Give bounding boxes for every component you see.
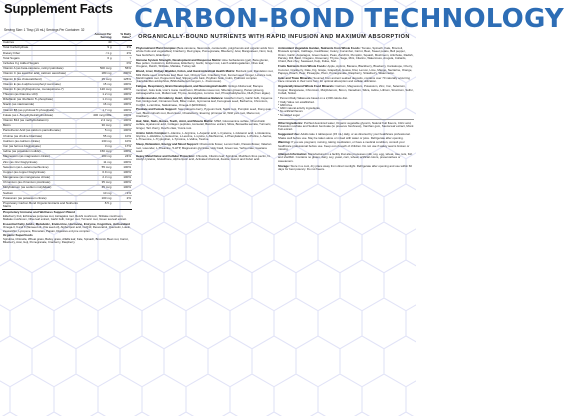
nutrient-name: Zinc (as zinc bisglycinate) xyxy=(2,160,88,165)
nutrient-dv: 100% xyxy=(112,160,132,165)
col-b-details xyxy=(278,122,414,172)
section-text: Calcium, Magnesium, Potassium, Zinc, Iron, Selenium, Copper, Manganese, Chromium, Molybdenum, Boron, Vanadium, Silica, Iodine, Lithium, Strontium, Sulfur, Cobalt, Nickel. xyxy=(278,84,414,95)
nutrient-amount: 100 mg xyxy=(88,196,113,201)
nutrient-amount: 6 g xyxy=(88,56,113,61)
nutrient-name: Vitamin A (as beta-carotene, retinyl palmitate) xyxy=(2,66,88,71)
nutrient-dv: 100% xyxy=(112,180,132,185)
ingredient-section xyxy=(136,70,274,83)
blend-text: Spirulina, Chlorella, Wheat grass, Barley grass, Alfalfa leaf, Kale, Spinach, Broccoli, Beet root, Carrot, Blueberry, Acai, Goji, Pomegranate, Cranberry, Raspberry. xyxy=(3,236,129,245)
nutrient-amount: 35 mcg xyxy=(88,180,113,185)
ingredient-section xyxy=(278,65,414,75)
nutrient-name: Niacin (as niacinamide) xyxy=(2,103,88,108)
nutrient-dv: 200% xyxy=(112,71,132,76)
nutrient-dv: 100% xyxy=(112,129,132,134)
nutrient-amount: <1 g xyxy=(88,51,113,56)
nutrient-dv: 56% xyxy=(112,66,132,71)
nutrient-name: Choline (as choline bitartrate) xyxy=(2,134,88,139)
section-text: Hawthorn berry, Garlic bulb, Cayenne fruit, Ginkgo leaf, Cinnamon bark, Bitter melon, Gymnema leaf, Fenugreek seed, Berberine, Chromium, CoQ10, L-carnitine, Nattokinase, Omega-3 (EPA/DHA). xyxy=(136,95,273,107)
section-heading: Suggested Use: xyxy=(278,132,300,137)
nutrient-dv: 100% xyxy=(112,123,132,128)
nutrient-dv: 100% xyxy=(112,186,132,191)
ingredient-section xyxy=(136,59,274,69)
section-text: Purified deionized water, Organic vegetable glycerin, Natural fruit flavors, Citric acid, Potassium sorbate and Sodium benzoate (to preserve freshness), Xanthan gum, Stevia leaf extract, Monk fruit extract. xyxy=(278,120,414,132)
nutrient-dv: † xyxy=(112,201,132,210)
section-text: Burdock root, Dandelion root, Milk thistle seed, Artichoke leaf, Beet root, Chicory root, Cranberry fruit, Fennel seed, Ginger, Licorice root, Marshmallow root, Peppermint leaf, Slippery elm bark, Psyllium husk, Inulin, Probiotic complex (Lactobacillus acidophilus, Bifidobacterium longum, L. rhamnosus). xyxy=(136,69,274,84)
nutrient-name: Folate (as L-5-methyltetrahydrofolate) xyxy=(2,113,88,118)
nutrient-name: Chromium (as chromium picolinate) xyxy=(2,180,88,185)
section-heading: Sleep, Relaxation, Energy and Mood Support: xyxy=(136,142,199,147)
nutrient-name: Pantothenic Acid (as calcium pantothenate) xyxy=(2,129,88,134)
nutrient-amount: 500 mcg xyxy=(88,66,113,71)
section-heading: Prostate and Female Support: xyxy=(136,107,178,112)
nutrient-dv: 10% xyxy=(112,139,132,144)
ingredient-section xyxy=(278,153,414,163)
section-text: Store in a cool, dry place away from direct sunlight. Refrigerate after opening and use within 60 days for best potency. Do not freeze. xyxy=(278,163,413,172)
nutrient-dv: 24% xyxy=(112,154,132,159)
section-text: Aloe barbadensis (gel), Beta glucan, Bee pollen, Colostrum, Echinacea, Elderberry, Garlic, Ginger root, Larch arabinogalactan, Olive leaf, Oregano, Reishi, Shiitake, Maitake, Turkey tail. xyxy=(136,57,269,69)
nutrient-dv: 2% xyxy=(112,196,132,201)
section-text: Chamomile flower, Lemon balm, Passionflower, Valerian root, Lavender, L-Theanine, 5-HTP, Magnesium glycinate, Holy basil, Green tea, Yerba mate, Guarana seed. xyxy=(136,142,272,154)
nutrient-name: Vitamin B6 (as pyridoxal 5'-phosphate) xyxy=(2,108,88,113)
section-heading: Phytonutrient Plant Complex xyxy=(136,46,176,50)
nutrient-dv: † xyxy=(112,56,132,61)
nutrient-name: Sodium xyxy=(2,191,88,196)
nutrient-dv: 0% xyxy=(112,61,132,66)
brand-header xyxy=(134,4,564,40)
facts-blocks xyxy=(2,211,132,244)
section-heading: Antioxidant Vegetable Garden, Nutrients from Whole Foods: xyxy=(278,46,361,50)
ingredient-section xyxy=(278,77,414,84)
feature-bullet: * GMO-free xyxy=(278,102,293,107)
nutrient-name: Vitamin B12 (as methylcobalamin) xyxy=(2,118,88,123)
blend-text: Elderberry fruit, Echinacea purpurea root, Astragalus root, Reishi mushroom, Shiitake mushroom, Maitake mushroom, Olive leaf extract, Garlic bulb, Ginger root, Turmeric root, Green tea leaf extract. xyxy=(3,214,127,222)
nutrient-name: Riboflavin (as riboflavin 5'-phosphate) xyxy=(2,97,88,102)
ingredients-column-left xyxy=(136,47,274,414)
nutrient-amount: 0.9 mg xyxy=(88,170,113,175)
nutrient-dv: 100% xyxy=(112,165,132,170)
facts-rows xyxy=(2,40,132,209)
nutrient-dv: 3% xyxy=(112,46,132,51)
nutrient-name: Potassium (as potassium citrate) xyxy=(2,196,88,201)
nutrient-dv: 17% xyxy=(112,144,132,149)
ingredient-section xyxy=(278,85,414,95)
nutrient-amount: 10 mg xyxy=(88,191,113,196)
section-text: Saw palmetto berry, Pygeum bark, Nettle root, Pumpkin seed, Dong quai root, Black cohosh root, Red clover, Chasteberry, Evening primrose oil, Wild yam root, Maca root, Cranberry. xyxy=(136,107,271,119)
nutrient-name: Iodine (as potassium iodide) xyxy=(2,149,88,154)
nutrient-amount: 15 mg xyxy=(88,82,113,87)
nutrient-amount: 55 mcg xyxy=(88,165,113,170)
nutrient-dv: 100% xyxy=(112,92,132,97)
section-text: L-Alanine, L-Arginine, L-Aspartic acid, L-Cysteine, L-Glutamic acid, L-Glutamine, Glycine, L-Histidine, L-Isoleucine, L-Leucine, L-Lysine, L-Methionine, L-Phenylalanine, L-Proline, L-Serine, L-Threonine, L-Tryptophan, L-Tyrosine, L-Valine, Taurine. xyxy=(136,130,272,142)
ingredient-section xyxy=(136,85,274,95)
nutrient-name: Total Sugars xyxy=(2,56,88,61)
ingredient-section xyxy=(278,122,414,132)
nutrient-amount: 25 mcg xyxy=(88,77,113,82)
nutrient-amount: 130 mg xyxy=(88,139,113,144)
section-text: Adults take 1 tablespoon (15 mL) daily, or as directed by your healthcare professional. Shake well before use. May be taken alone or mixed with water or juice. Refrigerate after opening. xyxy=(278,132,411,140)
blend-heading: Proprietary Immune and Wellness Support Blend xyxy=(3,210,75,215)
blend-text: Omega-3, 6 and 9 (flaxseed oil, chia seed oil), Alpha lipoic acid, CoQ10, Resveratrol, Quercetin, Lutein, Zeaxanthin, Lycopene, Bromelain, Papain, Digestive enzyme complex. xyxy=(3,225,131,233)
section-text: If you are pregnant, nursing, taking medication, or have a medical condition, consult your healthcare professional before use. Keep out of reach of children. Do not use if safety seal is broken or missing. xyxy=(278,140,410,152)
ingredient-section xyxy=(278,133,414,140)
nutrient-amount: 5 mg xyxy=(88,129,113,134)
ingredient-section xyxy=(278,141,414,151)
nutrient-amount: 30 mcg xyxy=(88,123,113,128)
blend-heading: Organic Superfoods xyxy=(3,233,33,238)
brand-subtitle: ORGANICALLY-BOUND NUTRIENTS WITH RAPID INFUSION AND MAXIMUM ABSORPTION xyxy=(138,34,410,40)
nutrient-amount: 400 mcg DFE xyxy=(88,113,113,118)
section-text: Sourced from ancient seabed deposits, contains over 70 naturally occurring trace minerals in their ionic form for optimal absorption and cellular utilization. xyxy=(278,75,410,84)
section-text: Ginkgo biloba leaf, Bacopa monnieri, Gotu kola, Lion's mane mushroom, Rhodiola rosea root, Siberian ginseng, Panax ginseng, Ashwagandha root, Mullein leaf, Thyme, Eucalyptus, Licorice root, Phosphatidylserine, DHA (from algae). xyxy=(136,84,271,95)
nutrient-amount: 40 xyxy=(88,40,113,45)
nutrient-amount: 180 mg xyxy=(88,71,113,76)
ingredient-section xyxy=(136,120,274,130)
blend-heading: Essential Fatty Acids, Metabolic, Endocrine, Hormone, Enzyme, Cognitive, Antioxidant xyxy=(3,221,130,226)
nutrient-amount: 100 mg xyxy=(88,154,113,159)
nutrient-dv: 100% xyxy=(112,118,132,123)
nutrient-dv: 100% xyxy=(112,108,132,113)
ingredient-section xyxy=(136,143,274,153)
nutrient-dv: 125% xyxy=(112,77,132,82)
nutrient-name: Vitamin K (as phylloquinone, menaquinone-7) xyxy=(2,87,88,92)
section-text: Tomato, Spinach, Kale, Broccoli, Brussels sprouts, Cabbage, Cauliflower, Celery, Cucumber, Carrot, Beet, Sweet potato, Bell pepper, Onion, Garlic, Asparagus, Green beans, Peas, Zucchini, Pumpkin, Squash, Mushroom, Artichoke, Radish, Parsley, Dill, Basil, Oregano, Rosemary, Thyme, Sage, Mint, Cilantro, Watercress, Arugula, Collards, Chard, Bok choy, Seaweed, Kelp, Dulse, Nori. xyxy=(278,46,414,64)
section-heading: Warning: xyxy=(278,140,291,145)
nutrient-name: Calcium (as calcium citrate) xyxy=(2,139,88,144)
nutrient-amount: 3 mg xyxy=(88,144,113,149)
section-text: Chlorella, Cilantro leaf, Spirulina, Modified citrus pectin, N-Acetyl cysteine, Glutathione, Alpha lipoic acid, Activated charcoal, Zeolite, Humic and Fulvic acid. xyxy=(136,153,271,162)
nutrient-name: Iron (as ferrous bisglycinate) xyxy=(2,144,88,149)
section-heading: Hair, Skin, Nails, Bones, Teeth, Joint, and Muscle Matrix: xyxy=(136,119,214,124)
nutrient-dv: <1% xyxy=(112,191,132,196)
nutrient-amount: 11 mg xyxy=(88,160,113,165)
section-heading: Storage: xyxy=(278,163,290,168)
nutrient-amount: 45 mcg xyxy=(88,186,113,191)
col-b-sections xyxy=(278,47,414,95)
ingredient-section xyxy=(136,47,274,57)
ingredient-section xyxy=(136,97,274,107)
nutrient-name: Biotin xyxy=(2,123,88,128)
nutrient-dv: 100% xyxy=(112,87,132,92)
section-heading: Other Ingredients: xyxy=(278,120,304,125)
supplement-facts-panel xyxy=(2,26,132,414)
nutrient-dv: 100% xyxy=(112,103,132,108)
section-heading: Ionic and Trace Minerals: xyxy=(278,75,313,80)
feature-bullet: * No added sugar xyxy=(278,112,300,117)
nutrient-amount: 1.2 mg xyxy=(88,92,113,97)
feature-bullet: * No artificial flavors xyxy=(278,109,303,114)
brand-title: CARBON-BOND TECHNOLOGY xyxy=(134,4,564,34)
feature-bullet: * Percent Daily Values are based on a 2,000 calorie diet. xyxy=(278,96,348,101)
nutrient-amount: 9 g xyxy=(88,46,113,51)
section-text: (Beta carotene, flavonoids, carotenoids, polyphenols and organic acids from whole fruits and vegetables) Cranberry, Red grape, Pomegranate, Blueberry, Acai, Mangosteen, Noni, Goji, Sea buckthorn, Elderberry. xyxy=(136,46,274,57)
nutrient-name: Selenium (as L-selenomethionine) xyxy=(2,165,88,170)
nutrient-name: Vitamin E (as d-alpha tocopheryl succinate) xyxy=(2,82,88,87)
facts-table xyxy=(2,33,132,210)
nutrient-dv: 100% xyxy=(112,97,132,102)
ingredient-section xyxy=(278,165,414,172)
nutrient-amount: 2.3 mg xyxy=(88,175,113,180)
nutrient-name: Vitamin D (as cholecalciferol) xyxy=(2,77,88,82)
ingredients-column-right xyxy=(278,47,414,414)
nutrient-name: Magnesium (as magnesium citrate) xyxy=(2,154,88,159)
section-heading: Fatigue, Respiratory, Brain Development, and Neurological Health: xyxy=(136,84,228,89)
nutrient-dv: 100% xyxy=(112,170,132,175)
ingredient-section xyxy=(136,108,274,118)
facts-col-dv: % Daily Value* xyxy=(112,33,132,40)
section-heading: Heavy Metal Detox and Cellular Protection: xyxy=(136,153,195,158)
nutrient-name: Manganese (as manganese citrate) xyxy=(2,175,88,180)
nutrient-amount: 8.5 g xyxy=(88,201,113,210)
nutrient-dv: 100% xyxy=(112,113,132,118)
section-heading: Fruits Nutrients from Whole Foods: xyxy=(278,64,327,69)
section-heading: Amino Acids Complex: xyxy=(136,130,168,135)
section-text: Apple, Apricot, Banana, Blackberry, Blueberry, Cantaloupe, Cherry, Coconut, Cranberry, Date, Fig, Grape, Grapefruit, Guava, Kiwi, Lemon, Lime, Mango, Nectarine, Orange, Papaya, Peach, Pear, Pineapple, Plum, Pomegranate, Raspberry, Strawberry, Watermelon. xyxy=(278,64,413,75)
nutrient-name: Proprietary Carbon Bond Organic Extracts and Nutrients Matrix xyxy=(2,201,88,210)
section-text: MSM, Glucosamine sulfate, Chondroitin sulfate, Hyaluronic acid, Collagen peptides, Horsetail, Bamboo extract, Silica, Boswellia serrata, Turmeric, Ginger, Tart cherry, Devil's claw, Yucca root. xyxy=(136,119,272,130)
ingredient-section xyxy=(278,47,414,64)
nutrient-name: Molybdenum (as sodium molybdate) xyxy=(2,186,88,191)
section-heading: Immune System Strength, Development and Response Matrix: xyxy=(136,57,222,62)
nutrient-name: Copper (as copper bisglycinate) xyxy=(2,170,88,175)
nutrient-amount: 1.7 mg xyxy=(88,108,113,113)
ingredient-section xyxy=(136,155,274,162)
nutrient-amount: 55 mg xyxy=(88,134,113,139)
serving-info: Serving Size: 1 Tbsp (15 mL) Servings Per Container: 32 xyxy=(4,28,85,32)
nutrient-name: Vitamin C (as ascorbic acid, calcium ascorbate) xyxy=(2,71,88,76)
nutrient-dv: 2% xyxy=(112,51,132,56)
facts-title: Supplement Facts xyxy=(4,1,113,16)
nutrient-amount: 150 mcg xyxy=(88,149,113,154)
feature-bullet: † Daily Value not established. xyxy=(278,99,315,104)
section-text: Manufactured in a facility that also processes milk, soy, egg, wheat, tree nuts, fish and shellfish. Contains no gluten, dairy, soy, yeast, corn, wheat, artificial colors, preservatives or sweeteners. xyxy=(278,152,413,163)
section-heading: Organically Bound Whole Food Minerals: xyxy=(278,84,335,89)
nutrient-name: Calories xyxy=(2,40,88,45)
ingredient-section xyxy=(136,132,274,142)
nutrient-dv: 10% xyxy=(112,134,132,139)
divider xyxy=(278,119,414,120)
facts-row xyxy=(2,201,132,210)
nutrient-name: Thiamin (as thiamine HCl) xyxy=(2,92,88,97)
facts-col-amount: Amount Per Serving xyxy=(88,33,113,40)
nutrient-dv: 100% xyxy=(112,149,132,154)
nutrient-dv: 100% xyxy=(112,82,132,87)
section-heading: Allergen Information: xyxy=(278,152,308,157)
section-heading: Cardiovascular, Circulatory, Heart, Artery and Glucose Balance: xyxy=(136,95,224,100)
feature-bullets xyxy=(278,97,414,117)
nutrient-name: Dietary Fiber xyxy=(2,51,88,56)
nutrient-name: Includes 0 g Added Sugars xyxy=(2,61,88,66)
facts-col-blank xyxy=(2,33,88,40)
nutrient-amount: 2.4 mcg xyxy=(88,118,113,123)
nutrient-dv: 100% xyxy=(112,175,132,180)
nutrient-name: Total Carbohydrate xyxy=(2,46,88,51)
nutrient-amount: 1.3 mg xyxy=(88,97,113,102)
section-heading: Blood, Liver, Kidney, Bladder, Colon, and Gastrointestinal Health Matrix: xyxy=(136,69,236,74)
nutrient-amount: 120 mcg xyxy=(88,87,113,92)
nutrient-amount: 16 mg xyxy=(88,103,113,108)
feature-bullet: * GMO natural activity ingredients xyxy=(278,106,320,111)
